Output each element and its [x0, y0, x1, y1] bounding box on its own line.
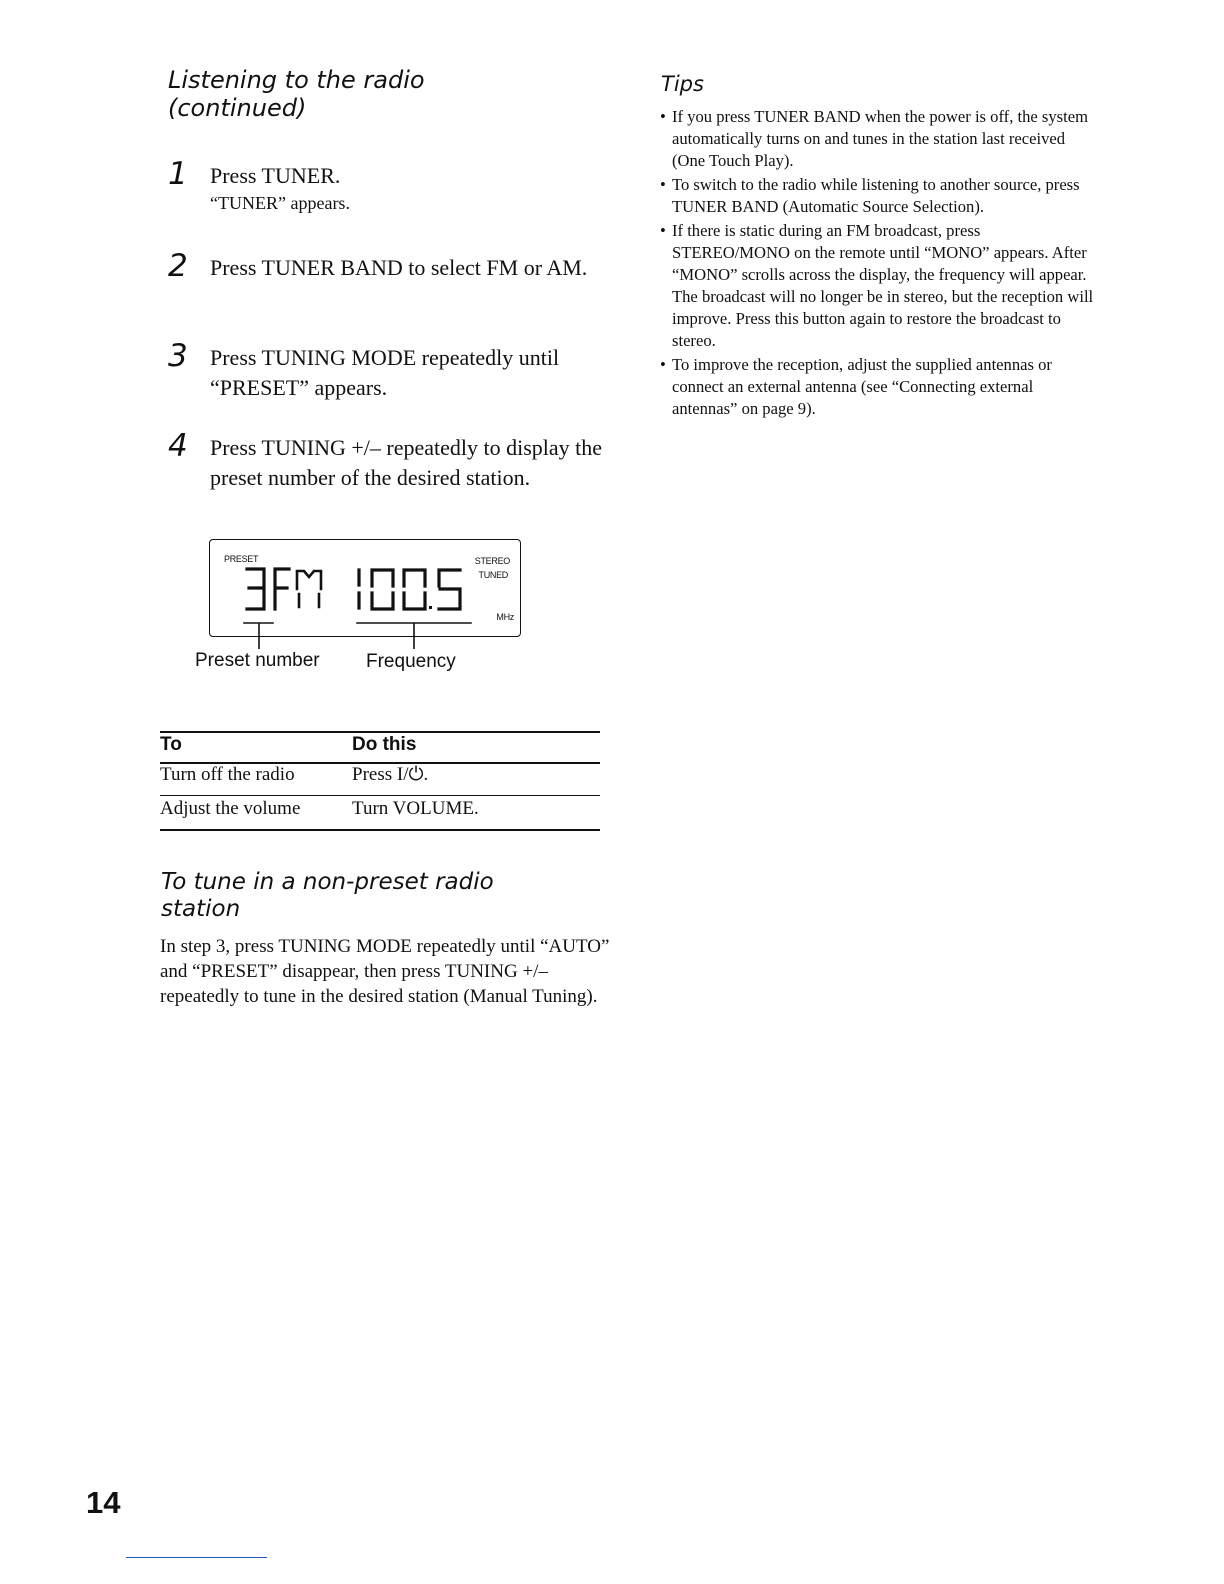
stereo-indicator: STEREO	[474, 556, 510, 566]
preset-number-label: Preset number	[195, 650, 320, 671]
letter-m	[297, 571, 321, 607]
step-text: Press TUNER.	[210, 163, 341, 188]
tip-item: • If you press TUNER BAND when the power is off, the system automatically turns on and tunes in the station last received (One Touch Play).	[660, 106, 1100, 172]
digit-3	[247, 569, 264, 609]
letter-f	[275, 569, 289, 609]
section-title	[168, 66, 608, 122]
step-result: “TUNER” appears.	[210, 193, 350, 213]
nonpreset-title	[161, 869, 601, 923]
tips-list	[660, 106, 1100, 422]
digit-5	[439, 570, 460, 609]
table-top-rule	[160, 731, 600, 733]
decimal-point	[429, 606, 432, 609]
preset-indicator: PRESET	[224, 554, 259, 564]
table-bottom-rule	[160, 829, 600, 831]
nonpreset-title-line1: To tune in a non-preset radio	[161, 869, 494, 895]
table-header-do-this: Do this	[352, 734, 417, 755]
step-text: Press TUNING MODE repeatedly until “PRESET” appears.	[210, 345, 560, 400]
tip-item: • To switch to the radio while listening to another source, press TUNER BAND (Automatic Source Selection).	[660, 174, 1100, 218]
tip-item: • If there is static during an FM broadcast, press STEREO/MONO on the remote until “MONO” appears. After “MONO” scrolls across the display, the frequency will appear. The broadcast will no longer be in stereo, but the reception will improve. Press this button again to restore the broadcast to stereo.	[660, 220, 1100, 352]
step-number: 1	[168, 156, 188, 192]
footer-rule	[126, 1557, 267, 1558]
tip-item: • To improve the reception, adjust the supplied antennas or connect an external antenna (see “Connecting external antennas” on page 9).	[660, 354, 1100, 420]
digit-0-a	[372, 570, 393, 609]
nonpreset-title-line2: station	[161, 896, 241, 922]
section-title-line1: Listening to the radio	[168, 66, 425, 94]
display-readout	[209, 539, 529, 649]
callout-lines	[244, 623, 471, 649]
page-number: 14	[86, 1485, 121, 1520]
step-text: Press TUNER BAND to select FM or AM.	[210, 255, 588, 280]
table-row-rule	[160, 795, 600, 796]
step-number: 2	[168, 248, 188, 284]
digit-0-b	[404, 570, 425, 609]
table-cell: Adjust the volume	[160, 798, 301, 819]
table-cell: Turn off the radio	[160, 764, 295, 785]
step-text: Press TUNING +/– repeatedly to display the preset number of the desired station.	[210, 435, 603, 490]
tuned-indicator: TUNED	[478, 570, 508, 580]
section-title-line2: (continued)	[168, 94, 307, 122]
nonpreset-body: In step 3, press TUNING MODE repeatedly until “AUTO” and “PRESET” disappear, then press TUNING +/– repeatedly to tune in the desired station (Manual Tuning).	[160, 936, 610, 1007]
step-number: 3	[168, 338, 188, 374]
table-cell: Press I/⏻.	[352, 764, 429, 785]
frequency-label: Frequency	[366, 651, 456, 672]
mhz-unit: MHz	[496, 612, 514, 622]
table-header-to: To	[160, 734, 182, 755]
table-cell: Turn VOLUME.	[352, 798, 479, 819]
tips-title: Tips	[661, 72, 704, 96]
step-number: 4	[168, 428, 188, 464]
